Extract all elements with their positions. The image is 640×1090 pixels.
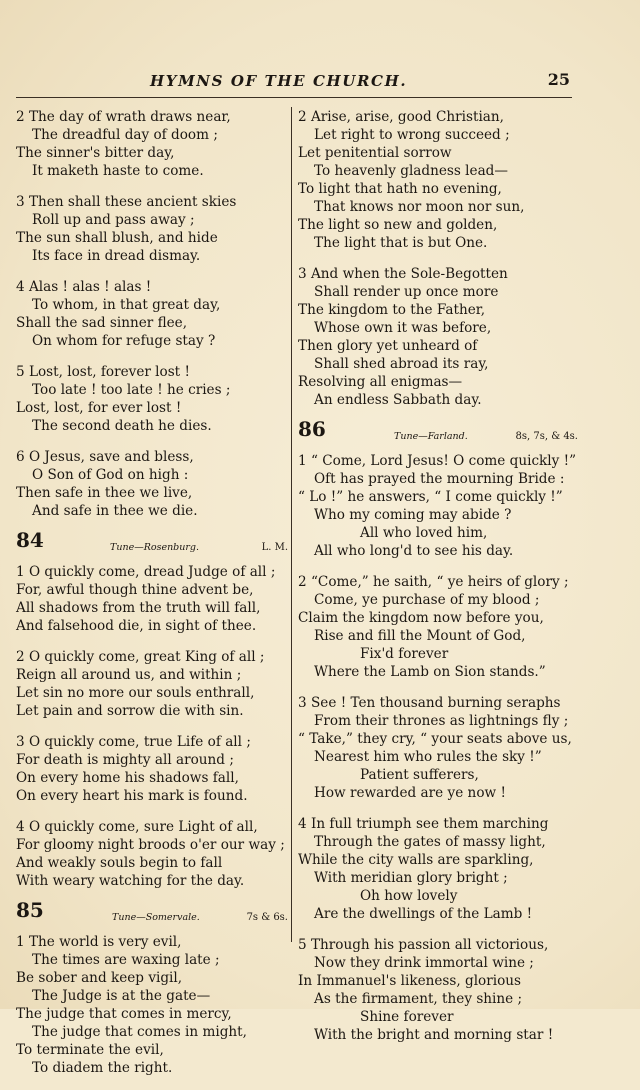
right-column (298, 108, 578, 1057)
page-number: 25 (547, 70, 570, 89)
hymn-86-verses (298, 452, 578, 1044)
verse-line: How rewarded are ye now ! (314, 785, 506, 801)
verse-line: Let pain and sorrow die with sin. (16, 703, 244, 719)
verse-line: 4 O quickly come, sure Light of all, (16, 819, 258, 835)
verse-line: On every home his shadows fall, (16, 770, 239, 786)
verse-line: Where the Lamb on Sion stands.” (314, 664, 546, 680)
hymn-84-verses (16, 563, 288, 890)
verse-line: Then safe in thee we live, (16, 485, 193, 501)
verse (16, 448, 288, 520)
verse-line: With the bright and morning star ! (314, 1027, 554, 1043)
verse-line: Whose own it was before, (314, 320, 492, 336)
verse (16, 193, 288, 265)
verse-line: To diadem the right. (32, 1060, 173, 1076)
verse-line: The light that is but One. (314, 235, 488, 251)
verse-line: 2 The day of wrath draws near, (16, 109, 231, 125)
verse-line: While the city walls are sparkling, (298, 852, 534, 868)
verse-line: Be sober and keep vigil, (16, 970, 183, 986)
verse-line: Let penitential sorrow (298, 145, 452, 161)
verse-line: “ Lo !” he answers, “ I come quickly !” (298, 489, 563, 505)
hymn-85-verses (16, 933, 288, 1077)
hymn-number: 86 (298, 417, 326, 441)
verse-line: All who loved him, (360, 525, 488, 541)
verse-line: For gloomy night broods o'er our way ; (16, 837, 285, 853)
verse-line: To heavenly gladness lead— (314, 163, 508, 179)
verse-line: Rise and fill the Mount of God, (314, 628, 526, 644)
verse-line: To terminate the evil, (16, 1042, 164, 1058)
meter: 8s, 7s, & 4s. (515, 431, 578, 442)
verse-line: It maketh haste to come. (32, 163, 204, 179)
header-rule (16, 97, 572, 98)
verse-line: 5 Lost, lost, forever lost ! (16, 364, 190, 380)
verse (298, 936, 578, 1044)
verse-line: The times are waxing late ; (32, 952, 220, 968)
verse-line: 3 Then shall these ancient skies (16, 194, 237, 210)
verse-line: 2 “Come,” he saith, “ ye heirs of glory ; (298, 574, 569, 590)
verse-line: That knows nor moon nor sun, (314, 199, 525, 215)
verse-line: With meridian glory bright ; (314, 870, 508, 886)
verse-line: 5 Through his passion all victorious, (298, 937, 549, 953)
verse-line: The judge that comes in might, (32, 1024, 247, 1040)
verse-line: The kingdom to the Father, (298, 302, 486, 318)
hymn-85-heading (16, 898, 288, 927)
continued-hymn-verses (298, 108, 578, 409)
verse (298, 265, 578, 409)
verse-line: Lost, lost, for ever lost ! (16, 400, 182, 416)
verse-line: 2 Arise, arise, good Christian, (298, 109, 504, 125)
verse-line: On whom for refuge stay ? (32, 333, 216, 349)
verse-line: Reign all around us, and within ; (16, 667, 242, 683)
verse (16, 818, 288, 890)
left-column (16, 108, 288, 1090)
verse-line: An endless Sabbath day. (314, 392, 482, 408)
tune-name: Tune—Farland. (394, 431, 468, 442)
verse-line: Shine forever (360, 1009, 454, 1025)
verse-line: Its face in dread dismay. (32, 248, 201, 264)
verse-line: Who my coming may abide ? (314, 507, 512, 523)
verse-line: 1 “ Come, Lord Jesus! O come quickly !” (298, 453, 577, 469)
hymn-84-heading (16, 528, 288, 557)
verse-line: Come, ye purchase of my blood ; (314, 592, 540, 608)
verse-line: For, awful though thine advent be, (16, 582, 254, 598)
verse-line: Nearest him who rules the sky !” (314, 749, 542, 765)
verse (16, 648, 288, 720)
verse-line: Then glory yet unheard of (298, 338, 478, 354)
verse-line: And safe in thee we die. (32, 503, 198, 519)
verse-line: Roll up and pass away ; (32, 212, 195, 228)
verse (298, 573, 578, 681)
verse-line: Shall render up once more (314, 284, 499, 300)
verse (16, 733, 288, 805)
verse-line: And weakly souls begin to fall (16, 855, 223, 871)
verse-line: Let right to wrong succeed ; (314, 127, 510, 143)
verse (298, 108, 578, 252)
verse-line: Through the gates of massy light, (314, 834, 546, 850)
verse-line: O Son of God on high : (32, 467, 189, 483)
verse-line: Oft has prayed the mourning Bride : (314, 471, 565, 487)
verse-line: The sinner's bitter day, (16, 145, 175, 161)
verse-line: 3 And when the Sole-Begotten (298, 266, 508, 282)
verse-line: For death is mighty all around ; (16, 752, 234, 768)
verse-line: The second death he dies. (32, 418, 212, 434)
verse-line: In Immanuel's likeness, glorious (298, 973, 522, 989)
verse (298, 694, 578, 802)
verse-line: 4 Alas ! alas ! alas ! (16, 279, 152, 295)
hymn-86-heading (298, 417, 578, 446)
verse-line: Resolving all enigmas— (298, 374, 463, 390)
verse-line: To light that hath no evening, (298, 181, 502, 197)
verse-line: All shadows from the truth will fall, (16, 600, 261, 616)
verse (16, 363, 288, 435)
verse-line: 3 See ! Ten thousand burning seraphs (298, 695, 561, 711)
verse (16, 933, 288, 1077)
verse-line: Are the dwellings of the Lamb ! (314, 906, 533, 922)
hymn-number: 84 (16, 528, 44, 552)
verse-line: The light so new and golden, (298, 217, 498, 233)
verse-line: Now they drink immortal wine ; (314, 955, 534, 971)
tune-name: Tune—Somervale. (112, 912, 200, 923)
verse-line: From their thrones as lightnings fly ; (314, 713, 569, 729)
column-divider (291, 107, 292, 942)
verse-line: On every heart his mark is found. (16, 788, 248, 804)
verse-line: The Judge is at the gate— (32, 988, 211, 1004)
verse (298, 815, 578, 923)
meter: L. M. (261, 542, 288, 553)
verse-line: 2 O quickly come, great King of all ; (16, 649, 265, 665)
verse-line: “ Take,” they cry, “ your seats above us, (298, 731, 572, 747)
verse-line: 1 O quickly come, dread Judge of all ; (16, 564, 276, 580)
meter: 7s & 6s. (246, 912, 288, 923)
verse (16, 563, 288, 635)
verse-line: Shall shed abroad its ray, (314, 356, 489, 372)
verse-line: All who long'd to see his day. (314, 543, 514, 559)
verse-line: 1 The world is very evil, (16, 934, 182, 950)
verse-line: The dreadful day of doom ; (32, 127, 218, 143)
verse-line: As the firmament, they shine ; (314, 991, 523, 1007)
verse-line: Patient sufferers, (360, 767, 479, 783)
verse-line: Shall the sad sinner flee, (16, 315, 188, 331)
verse-line: Oh how lovely (360, 888, 458, 904)
hymn-number: 85 (16, 898, 44, 922)
verse-line: 4 In full triumph see them marching (298, 816, 549, 832)
verse-line: Let sin no more our souls enthrall, (16, 685, 255, 701)
verse-line: To whom, in that great day, (32, 297, 221, 313)
verse-line: And falsehood die, in sight of thee. (16, 618, 257, 634)
verse-line: The judge that comes in mercy, (16, 1006, 232, 1022)
running-header (150, 70, 570, 96)
tune-name: Tune—Rosenburg. (110, 542, 200, 553)
verse-line: With weary watching for the day. (16, 873, 245, 889)
verse (16, 108, 288, 180)
verse-line: Too late ! too late ! he cries ; (32, 382, 231, 398)
verse-line: 6 O Jesus, save and bless, (16, 449, 194, 465)
verse (16, 278, 288, 350)
verse-line: Fix'd forever (360, 646, 449, 662)
continued-hymn-verses (16, 108, 288, 520)
page-title: HYMNS OF THE CHURCH. (150, 72, 408, 90)
verse (298, 452, 578, 560)
verse-line: 3 O quickly come, true Life of all ; (16, 734, 251, 750)
verse-line: Claim the kingdom now before you, (298, 610, 544, 626)
verse-line: The sun shall blush, and hide (16, 230, 218, 246)
